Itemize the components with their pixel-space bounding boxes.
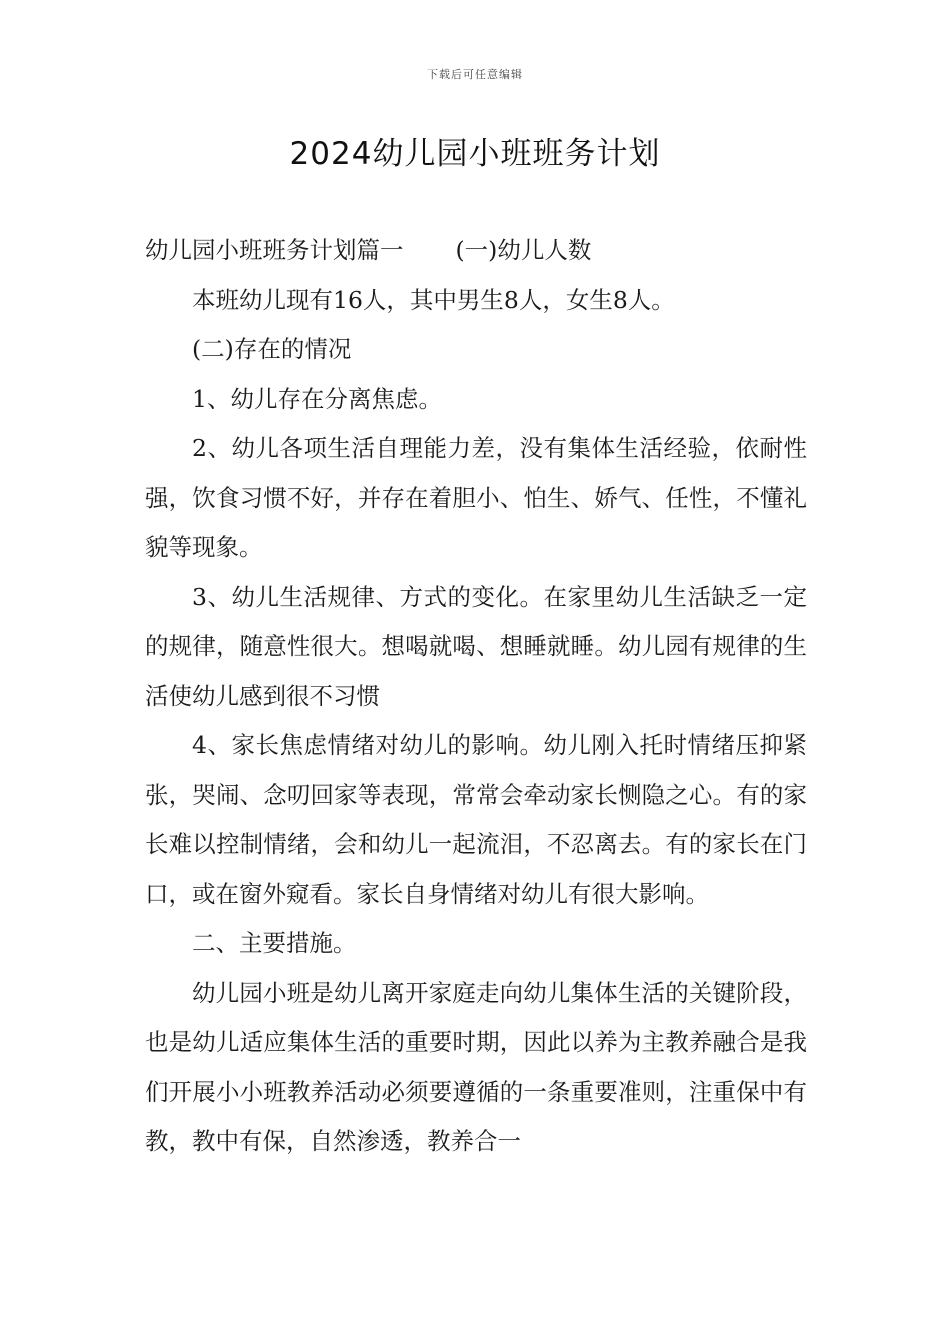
paragraph-item-4: 4、家长焦虑情绪对幼儿的影响。幼儿刚入托时情绪压抑紧张，哭闹、念叨回家等表现，常常会牵动家长恻隐之心。有的家长难以控制情绪，会和幼儿一起流泪，不忍离去。有的家长在门口，或在窗外窥看。家长自身情绪对幼儿有很大影响。 [145,731,807,908]
subheading-main-measures: 二、主要措施。 [192,929,357,957]
paragraph-item-2: 2、幼儿各项生活自理能力差，没有集体生活经验，依耐性强，饮食习惯不好，并存在着胆小、怕生、娇气、任性，不懂礼貌等现象。 [145,434,807,561]
paragraph-child-count: 本班幼儿现有16人，其中男生8人，女生8人。 [192,285,675,314]
paragraph-measures-intro: 幼儿园小班是幼儿离开家庭走向幼儿集体生活的关键阶段，也是幼儿适应集体生活的重要时期，因此以养为主教养融合是我们开展小小班教养活动必须要遵循的一条重要准则，注重保中有教，教中有保，自然渗透，教养合一 [145,978,807,1155]
paragraph-item-3: 3、幼儿生活规律、方式的变化。在家里幼儿生活缺乏一定的规律，随意性很大。想喝就喝、想睡就睡。幼儿园有规律的生活使幼儿感到很不习惯 [145,582,807,710]
section-title: 幼儿园小班班务计划篇一 [145,236,404,264]
subheading-child-count: (一)幼儿人数 [455,236,592,264]
document-title: 2024幼儿园小班班务计划 [289,136,661,172]
subheading-existing-situation: (二)存在的情况 [192,335,352,363]
document-body [145,226,807,1167]
header-note: 下载后可任意编辑 [427,68,523,81]
paragraph-item-1: 1、幼儿存在分离焦虑。 [192,384,442,413]
section-heading-line [145,226,807,276]
